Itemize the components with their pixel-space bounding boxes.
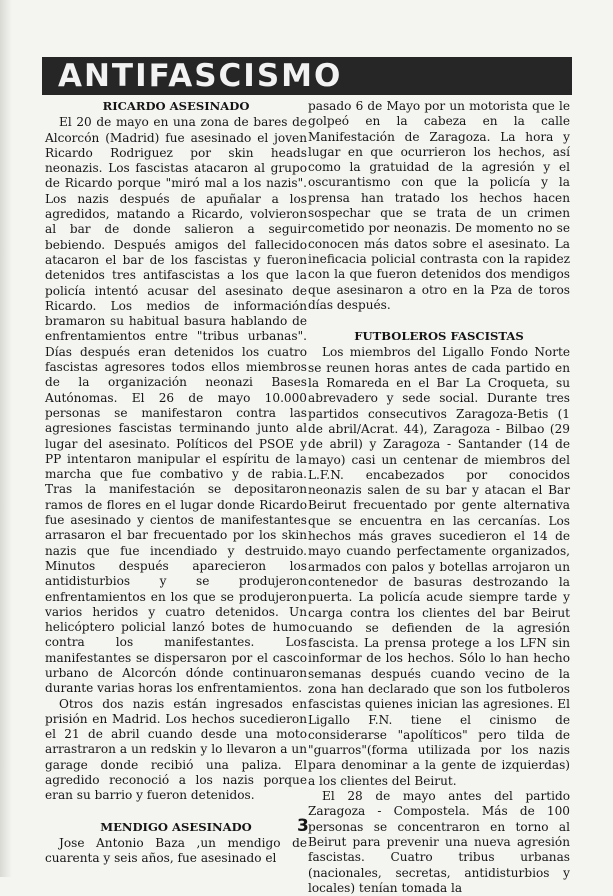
section-title: ANTIFASCISMO [58,58,343,94]
article-heading-ricardo: RICARDO ASESINADO [102,99,250,113]
page-number: 3 [297,816,309,836]
page-edge [0,0,12,877]
article-paragraph: El 20 de mayo en una zona de bares de Alcorcón (Madrid) fue asesinado el joven Ricardo Rodriguez por skin heads neonazis. Los fascistas atacaron al grupo de Ricardo porque "miró mal a los nazis". Los nazis después de apuñalar a los agredidos, matando a Ricardo, volvieron al bar de donde salieron a seguir bebiendo. Después amigos del fallecido atacaron el bar de los fascistas y fueron detenidos tres antifascistas a los que la policía intentó acusar del asesinato de Ricardo. Los medios de información bramaron su habitual basura hablando de enfrentamientos entre "tribus urbanas". Días después eran detenidos los cuatro fascistas agresores todos ellos miembros de la organización neonazi Bases Autónomas. El 26 de mayo 10.000 personas se manifestaron contra las agresiones fascistas terminando junto al lugar del asesinato. Políticos del PSOE y PP intentaron manipular el espíritu de la marcha que fue combativo y de rabia. Tras la manifestación se depositaron ramos de flores en el lugar donde Ricardo fue asesinado y cientos de manifestantes arrasaron el bar frecuentado por los skin nazis que fue incendiado y destruido. Minutos después aparecieron los antidisturbios y se produjeron enfrentamientos en los que se produjeron varios heridos y cuatro detenidos. Un helicóptero policial lanzó botes de humo contra los manifestantes. Los manifestantes se dispersaron por el casco urbano de Alcorcón dónde continuaron durante varias horas los enfrentamientos. [45,115,307,696]
article-paragraph: Jose Antonio Baza ,un mendigo de cuarenta y seis años, fue asesinado el [45,835,307,866]
article-heading-mendigo: MENDIGO ASESINADO [100,819,252,834]
right-column [308,99,570,896]
section-banner [42,57,572,95]
article-paragraph: El 28 de mayo antes del partido Zaragoza - Compostela. Más de 100 personas se concentraron en torno al Beirut para prevenir una nueva agresión fascistas. Cuatro tribus urbanas (nacionales, secretas, antidisturbios y locales) tenían tomada la [308,789,570,895]
article-paragraph: Otros dos nazis están ingresados en prisión en Madrid. Los hechos sucedieron el 21 de abril cuando desde una moto arrastraron a un redskin y lo llevaron a un garage donde recibió una paliza. El agredido reconoció a los nazis porque eran su barrio y fueron detenidos. [45,696,307,803]
article-continuation: pasado 6 de Mayo por un motorista que le golpeó en la cabeza en la calle Manifestación de Zaragoza. La hora y lugar en que ocurrieron los hechos, así como la gratuidad de la agresión y el oscurantismo con que la policía y la prensa han tratado los hechos hacen sospechar que se trata de un crimen cometido por neonazis. De momento no se conocen más datos sobre el asesinato. La ineficacia policial contrasta con la rapidez con la que fueron detenidos dos mendigos que asesinaron a otro en la Pza de toros días después. [308,99,570,312]
article-heading-futboleros: FUTBOLEROS FASCISTAS [354,329,524,344]
article-paragraph: Los miembros del Ligallo Fondo Norte se reunen horas antes de cada partido en la Romareda en el Bar La Croqueta, su abrevadero y sede social. Durante tres partidos consecutivos Zaragoza-Betis (1 de abril/Acrat. 44), Zaragoza - Bilbao (29 de abril) y Zaragoza - Santander (14 de mayo) casi un centenar de miembros del L.F.N. encabezados por conocidos neonazis salen de su bar y atacan el Bar Beirut frecuentado por gente alternativa que se encuentra en las cercanías. Los hechos más graves sucedieron el 14 de mayo cuando perfectamente organizados, armados con palos y botellas arrojaron un contenedor de basuras destrozando la puerta. La policía acude siempre tarde y carga contra los clientes del bar Beirut cuando se defienden de la agresión fascista. La prensa protege a los LFN sin informar de los hechos. Sólo lo han hecho semanas después cuando vecino de la zona han declarado que son los futboleros fascistas quienes inician las agresiones. El Ligallo F.N. tiene el cinismo de considerarse "apolíticos" pero tilda de "guarros"(forma utilizada por los nazis para denominar a la gente de izquierdas) a los clientes del Beirut. [308,345,570,788]
left-column [45,99,307,867]
